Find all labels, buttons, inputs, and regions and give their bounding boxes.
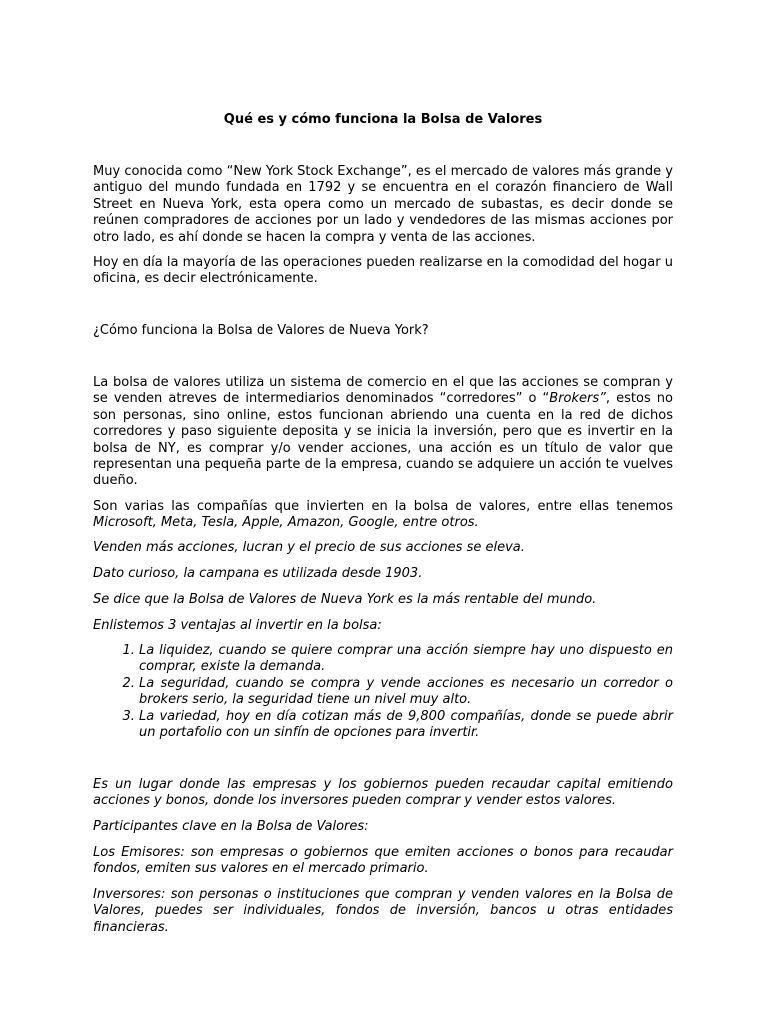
paragraph-sell-more: Venden más acciones, lucran y el precio de sus acciones se eleva. <box>93 540 525 555</box>
paragraph-advantages-intro: Enlistemos 3 ventajas al invertir en la bolsa: <box>93 618 382 633</box>
list-item: 1. La liquidez, cuando se quiere comprar una acción siempre hay uno dispuesto en comprar, existe la demanda. <box>139 643 673 676</box>
list-item: 2. La seguridad, cuando se compra y vende acciones es necesario un corredor o brokers serio, la seguridad tiene un nivel muy alto. <box>139 676 673 709</box>
paragraph-most-profitable: Se dice que la Bolsa de Valores de Nueva York es la más rentable del mundo. <box>93 592 597 607</box>
paragraph-companies <box>93 499 673 532</box>
paragraph-how-it-works-part1: La bolsa de valores utiliza un sistema de comercio en el que las acciones se compran y se venden atreves de intermediarios denominados “corredores” o “ <box>93 375 673 407</box>
paragraph-how-it-works <box>93 375 673 490</box>
paragraph-participants-heading: Participantes clave en la Bolsa de Valores: <box>93 819 369 834</box>
paragraph-curious-fact: Dato curioso, la campana es utilizada desde 1903. <box>93 566 423 581</box>
paragraph-electronic: Hoy en día la mayoría de las operaciones pueden realizarse en la comodidad del hogar u oficina, es decir electrónicamente. <box>93 255 673 287</box>
paragraph-capital: Es un lugar donde las empresas y los gobiernos pueden recaudar capital emitiendo acciones y bonos, donde los inversores pueden comprar y vender estos valores. <box>93 777 673 809</box>
paragraph-how-it-works-part2: , estos no son personas, sino online, estos funcionan abriendo una cuenta en la red de dichos corredores y paso siguiente deposita y se inicia la inversión, pero que es invertir en la bolsa de NY, es comprar y/o vender acciones, una acción es un título de valor que representan una pequeña parte de la empresa, cuando se adquiere un acción te vuelves dueño. <box>93 391 673 489</box>
advantages-list <box>93 643 673 741</box>
brokers-term: Brokers” <box>549 391 606 407</box>
paragraph-issuers: Los Emisores: son empresas o gobiernos que emiten acciones o bonos para recaudar fondos, emiten sus valores en el mercado primario. <box>93 845 673 877</box>
document-title: Qué es y cómo funciona la Bolsa de Valores <box>223 112 543 127</box>
list-item: 3. La variedad, hoy en día cotizan más de 9,800 compañías, donde se puede abrir un portafolio con un sinfín de opciones para invertir. <box>139 709 673 742</box>
paragraph-investors: Inversores: son personas o instituciones que compran y venden valores en la Bolsa de Valores, puedes ser individuales, fondos de inversión, bancos u otras entidades financieras. <box>93 887 673 935</box>
paragraph-companies-intro: Son varias las compañías que invierten en la bolsa de valores, entre ellas tenemos <box>93 499 673 514</box>
paragraph-intro: Muy conocida como “New York Stock Exchange”, es el mercado de valores más grande y antiguo del mundo fundada en 1792 y se encuentra en el corazón financiero de Wall Street en Nueva York, esta opera como un mercado de subastas, es decir donde se reúnen compradores de acciones por un lado y vendedores de las mismas acciones por otro lado, es ahí donde se hacen la compra y venta de las acciones. <box>93 164 673 245</box>
companies-list: Microsoft, Meta, Tesla, Apple, Amazon, Google, entre otros. <box>93 515 479 531</box>
section-question: ¿Cómo funciona la Bolsa de Valores de Nueva York? <box>93 323 429 338</box>
